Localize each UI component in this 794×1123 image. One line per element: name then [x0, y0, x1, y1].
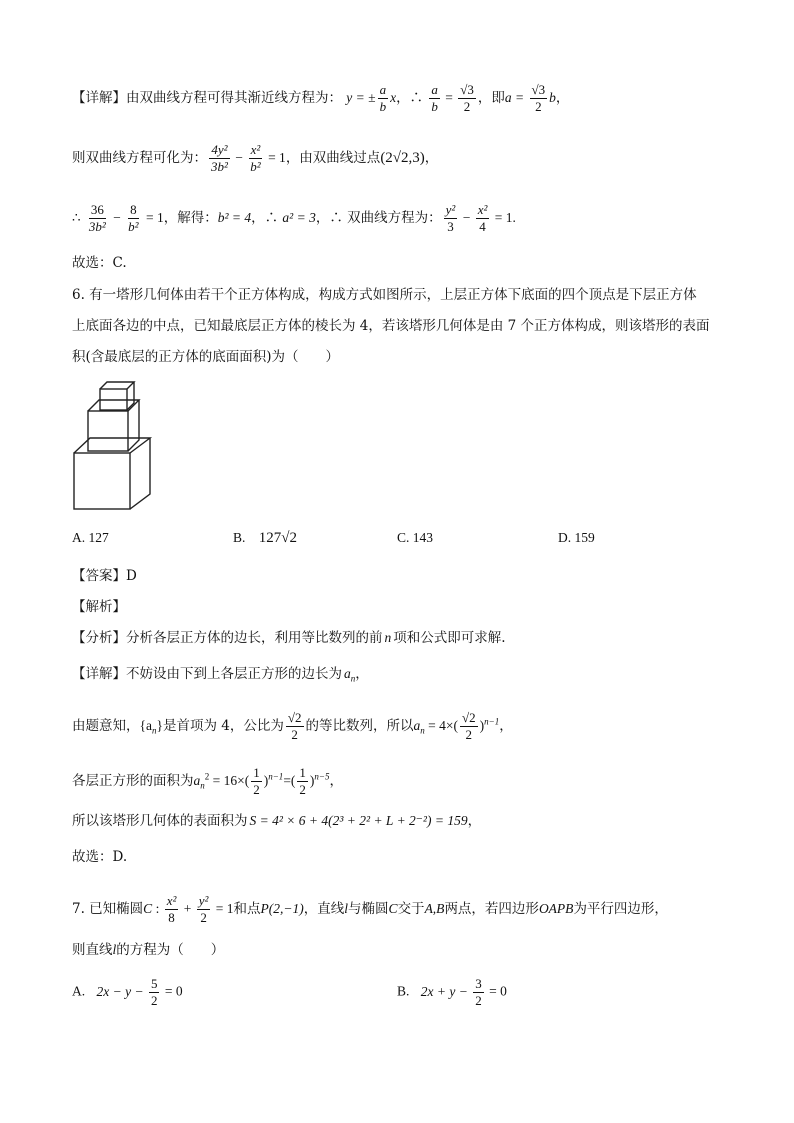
paren-close: ): [263, 773, 269, 788]
detail-tag: 【详解】: [72, 90, 126, 106]
point-p: P(2,−1): [260, 901, 304, 916]
asymptote-expr: y = ±: [346, 90, 376, 105]
equals: = 1: [264, 150, 286, 165]
set-open: {a: [139, 718, 152, 733]
q7-line-1: [72, 893, 668, 926]
set-close: }: [156, 718, 163, 733]
xiangjie-tag: 【详解】: [72, 666, 126, 682]
equals: =: [441, 90, 457, 105]
fraction: $\frac{√2}{2}$: [461, 710, 476, 742]
text: 的方程为（ ）: [116, 942, 225, 958]
fraction: $\frac{\text{y²}}{3}$: [445, 202, 456, 234]
option-expr: 2x + y −: [420, 983, 472, 999]
text: 是首项为 4，公比为: [162, 718, 284, 734]
colon: :: [152, 901, 163, 916]
solution-line-3: [72, 202, 516, 235]
var-b: b: [549, 90, 556, 105]
a-squared: a² = 3: [282, 210, 316, 225]
option-d[interactable]: D. 159: [558, 530, 595, 545]
fraction: $\frac{a}{b}$: [379, 82, 387, 114]
analysis-tag: 【解析】: [72, 599, 126, 615]
minus: −: [459, 210, 474, 225]
text: 项和公式即可求解.: [393, 630, 506, 646]
var-l: l: [112, 942, 117, 957]
option-a[interactable]: A. 127: [72, 530, 109, 545]
text: 7. 已知椭圆: [72, 901, 144, 917]
text: 由题意知，: [72, 718, 140, 734]
option-label: B.: [397, 983, 410, 999]
quad-oapb: OAPB: [538, 901, 574, 916]
points-ab: A,B: [424, 901, 445, 916]
text: ，: [355, 666, 369, 682]
choice-line-2: 故选：D.: [72, 849, 128, 865]
a-eq: a =: [504, 90, 528, 105]
fraction: $\frac{a}{b}$: [431, 82, 438, 114]
choice-line: 故选：C.: [72, 255, 127, 271]
option-b[interactable]: [233, 530, 297, 547]
minus: −: [231, 150, 247, 165]
subscript-n: n: [200, 780, 205, 791]
equals-zero: = 0: [485, 983, 507, 999]
text: ，直线: [303, 901, 345, 917]
fraction: $\frac{8}{\text{b²}}$: [128, 202, 139, 234]
text: ，∴: [396, 90, 428, 106]
option-label: A.: [72, 983, 86, 999]
var-l: l: [344, 901, 349, 916]
text: 由双曲线方程可得其渐近线方程为：: [126, 90, 342, 106]
text: ，即: [477, 90, 505, 106]
text: 各层正方形的面积为: [72, 773, 194, 789]
text: 则直线: [72, 942, 113, 958]
var-a: a: [344, 666, 351, 681]
fraction: $\frac{\text{4y²}}{\text{3b²}}$: [211, 142, 228, 174]
fraction: $\frac{1}{2}$: [299, 765, 306, 797]
equals: =(: [283, 773, 296, 788]
text: ，解得：: [163, 210, 218, 226]
text: 两点，若四边形: [444, 901, 539, 917]
text: ，: [555, 90, 570, 106]
surface-area-line: [72, 811, 481, 831]
exponent: n−1: [268, 771, 284, 782]
option-c[interactable]: C. 143: [397, 530, 434, 545]
fraction: $\frac{\text{x²}}{8}$: [166, 893, 177, 925]
text: 则双曲线方程可化为：: [72, 150, 207, 166]
text: ，∴ 双曲线方程为：: [315, 210, 442, 226]
bottom-cube-front: [74, 453, 130, 509]
fraction: $\frac{5}{2}$: [150, 976, 158, 1008]
ratio-line: [72, 710, 513, 743]
text: ，∴: [251, 210, 283, 226]
paren-close: ): [309, 773, 315, 788]
top-cube-top: [100, 382, 134, 389]
point: (2√2,3): [380, 150, 425, 166]
q6-line-2: 上底面各边的中点，已知最底层正方体的棱长为 4，若该塔形几何体是由 7 个正方体构成，则该塔形的表面: [72, 318, 710, 334]
fenxi-tag: 【分析】: [72, 630, 126, 646]
var-a: a: [193, 773, 201, 788]
option-b-label: B.: [233, 530, 246, 545]
equals: = 1: [212, 901, 234, 916]
subscript-n: n: [420, 725, 425, 736]
middle-cube-front: [88, 411, 128, 451]
text: 和点: [233, 901, 261, 917]
text: ，: [329, 773, 343, 789]
fenxi-line: [72, 628, 506, 648]
exponent: n−5: [314, 771, 330, 782]
q7-option-a[interactable]: [72, 976, 183, 1009]
equals-zero: = 0: [161, 983, 183, 999]
text: ，: [467, 813, 482, 829]
text: 为平行四边形，: [573, 901, 668, 917]
var-x: x: [390, 90, 397, 105]
equals: = 1: [142, 210, 164, 225]
option-expr: 2x − y −: [96, 983, 147, 999]
fraction: $\frac{1}{2}$: [253, 765, 260, 797]
var-c: C: [143, 901, 153, 916]
exponent: 2: [204, 771, 210, 782]
text: 交于: [397, 901, 425, 917]
exponent: n−1: [484, 716, 500, 727]
fraction: $\frac{√3}{2}$: [460, 82, 474, 114]
equals: = 1.: [491, 210, 516, 225]
subscript-n: n: [350, 673, 356, 684]
q6-line-3: 积(含最底层的正方体的底面面积)为（ ）: [72, 349, 340, 365]
text: 与椭圆: [348, 901, 389, 917]
text: ，: [424, 150, 439, 166]
text: 分析各层正方体的边长，利用等比数列的前: [126, 630, 383, 646]
equals: = 4×(: [424, 718, 458, 733]
fraction: $\frac{3}{2}$: [475, 976, 482, 1008]
text: 不妨设由下到上各层正方形的边长为: [126, 666, 342, 682]
var-a: a: [413, 718, 421, 733]
area-line: [72, 765, 343, 798]
text: 的等比数列，所以: [305, 718, 414, 734]
bottom-cube-side: [130, 438, 150, 509]
fraction: $\frac{\text{y²}}{2}$: [198, 893, 209, 925]
fraction: $\frac{\text{x²}}{4}$: [477, 202, 488, 234]
var-c: C: [388, 901, 398, 916]
paren-close: ): [479, 718, 485, 733]
plus: +: [180, 901, 195, 916]
solution-line-1: [72, 82, 569, 115]
solution-line-2: [72, 142, 438, 175]
q6-line-1: 6. 有一塔形几何体由若干个正方体构成，构成方式如图所示，上层正方体下底面的四个顶点是下层正方体: [72, 287, 697, 303]
fraction: $\frac{36}{\text{3b²}}$: [88, 202, 106, 234]
tower-figure: [70, 378, 160, 513]
text: ∴: [72, 210, 85, 226]
text: 所以该塔形几何体的表面积为: [72, 813, 248, 829]
text: ，: [499, 718, 513, 734]
option-b-value: 127√2: [258, 530, 297, 546]
text: ，由双曲线过点: [285, 150, 381, 166]
xiangjie-line: [72, 664, 369, 689]
minus: −: [109, 210, 125, 225]
subscript-n: n: [151, 725, 157, 736]
answer-line: 【答案】D: [72, 568, 137, 584]
fraction: $\frac{\text{x²}}{\text{b²}}$: [250, 142, 261, 174]
b-squared: b² = 4: [217, 210, 252, 225]
equals: = 16×(: [209, 773, 250, 788]
surface-formula: S = 4² × 6 + 4(2³ + 2² + L + 2⁻²) = 159: [249, 813, 468, 828]
fraction: $\frac{√3}{2}$: [531, 82, 546, 114]
var-n: n: [384, 630, 392, 645]
q7-line-2: [72, 940, 224, 960]
fraction: $\frac{√2}{2}$: [287, 710, 302, 742]
q7-option-b[interactable]: [397, 976, 507, 1009]
